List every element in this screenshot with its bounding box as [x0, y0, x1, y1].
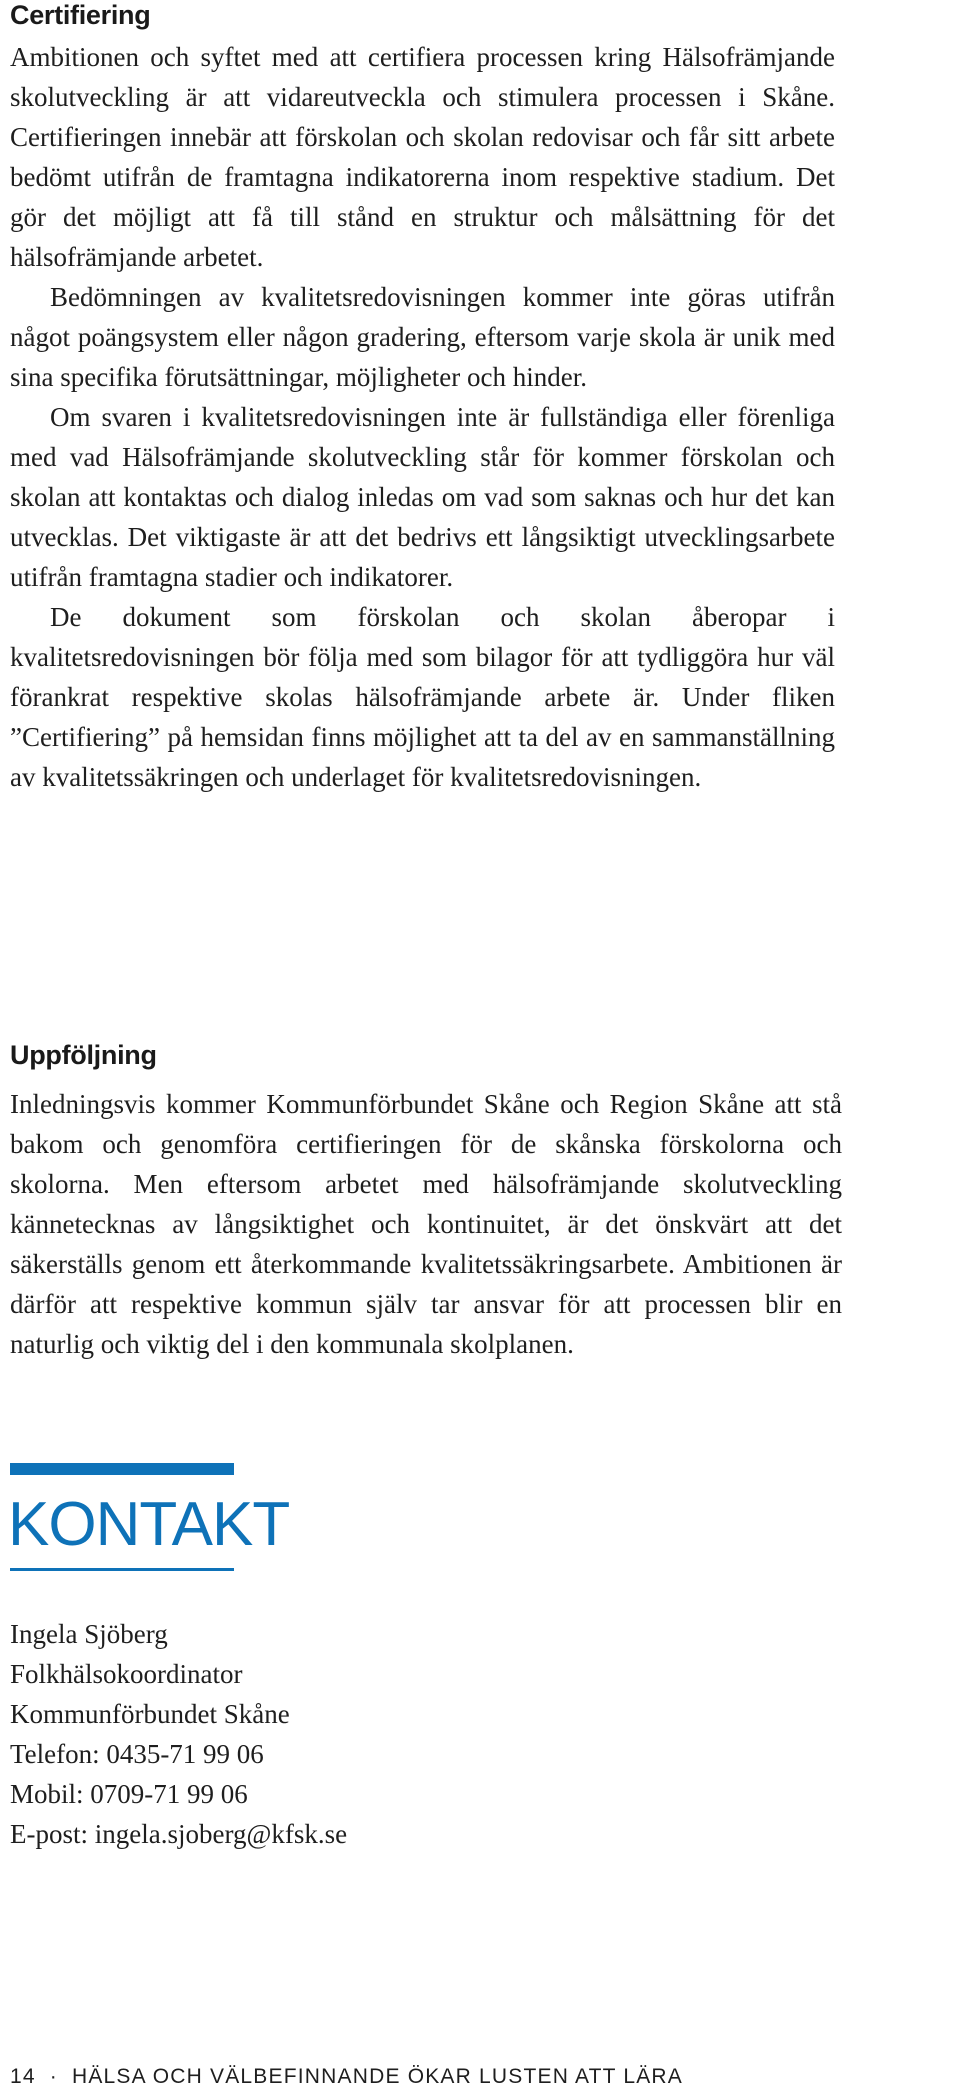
- publication-title: HÄLSA OCH VÄLBEFINNANDE ÖKAR LUSTEN ATT LÄRA: [71, 2065, 683, 2088]
- contact-name: Ingela Sjöberg: [10, 1619, 168, 1649]
- section-body-certifiering: [10, 37, 835, 797]
- paragraph: Bedömningen av kvalitetsredovisningen kommer inte göras utifrån något poängsystem eller någon gradering, eftersom varje skola är unik med sina specifika förutsättningar, möjligheter och hinder.: [10, 282, 835, 392]
- page-footer: [10, 2065, 683, 2089]
- contact-email: E-post: ingela.sjoberg@kfsk.se: [10, 1819, 348, 1849]
- section-body-uppfoljning: [10, 1084, 842, 1364]
- contact-role: Folkhälsokoordinator: [10, 1659, 243, 1689]
- section-heading-certifiering: Certifiering: [10, 0, 151, 30]
- paragraph: Ambitionen och syftet med att certifiera processen kring Hälsofrämjande skolutveckling är att vidareutveckla och stimulera processen i Skåne. Certifieringen innebär att förskolan och skolan redovisar och får sitt arbete bedömt utifrån de framtagna indikatorerna inom respektive stadium. Det gör det möjligt att få till stånd en struktur och målsättning för det hälsofrämjande arbetet.: [10, 42, 835, 272]
- page-number: 14: [10, 2065, 36, 2088]
- contact-phone: Telefon: 0435-71 99 06: [10, 1739, 264, 1769]
- contact-organization: Kommunförbundet Skåne: [10, 1699, 290, 1729]
- paragraph: Om svaren i kvalitetsredovisningen inte är fullständiga eller förenliga med vad Hälsofrämjande skolutveckling står för kommer förskolan och skolan att kontaktas och dialog inledas om vad som saknas och hur det kan utvecklas. Det viktigaste är att det bedrivs ett långsiktigt utvecklingsarbete utifrån framtagna stadier och indikatorer.: [10, 402, 835, 592]
- contact-details: [10, 1614, 347, 1854]
- kontakt-underline: [10, 1568, 234, 1571]
- kontakt-accent-bar: [10, 1463, 234, 1475]
- kontakt-heading: KONTAKT: [8, 1490, 290, 1559]
- paragraph: Inledningsvis kommer Kommunförbundet Skåne och Region Skåne att stå bakom och genomföra certifieringen för de skånska förskolorna och skolorna. Men eftersom arbetet med hälsofrämjande skolutveckling kännetecknas av långsiktighet och kontinuitet, är det önskvärt att det säkerställs genom ett återkommande kvalitetssäkringsarbete. Ambitionen är därför att respektive kommun själv tar ansvar för att processen blir en naturlig och viktig del i den kommunala skolplanen.: [10, 1089, 842, 1359]
- contact-mobile: Mobil: 0709-71 99 06: [10, 1779, 248, 1809]
- footer-separator: ·: [49, 2065, 58, 2088]
- paragraph: De dokument som förskolan och skolan åberopar i kvalitetsredovisningen bör följa med som bilagor för att tydliggöra hur väl förankrat respektive skolas hälsofrämjande arbete är. Under fliken ”Certifiering” på hemsidan finns möjlighet att ta del av en sammanställning av kvalitetssäkringen och underlaget för kvalitetsredovisningen.: [10, 602, 835, 792]
- section-heading-uppfoljning: Uppföljning: [10, 1040, 157, 1070]
